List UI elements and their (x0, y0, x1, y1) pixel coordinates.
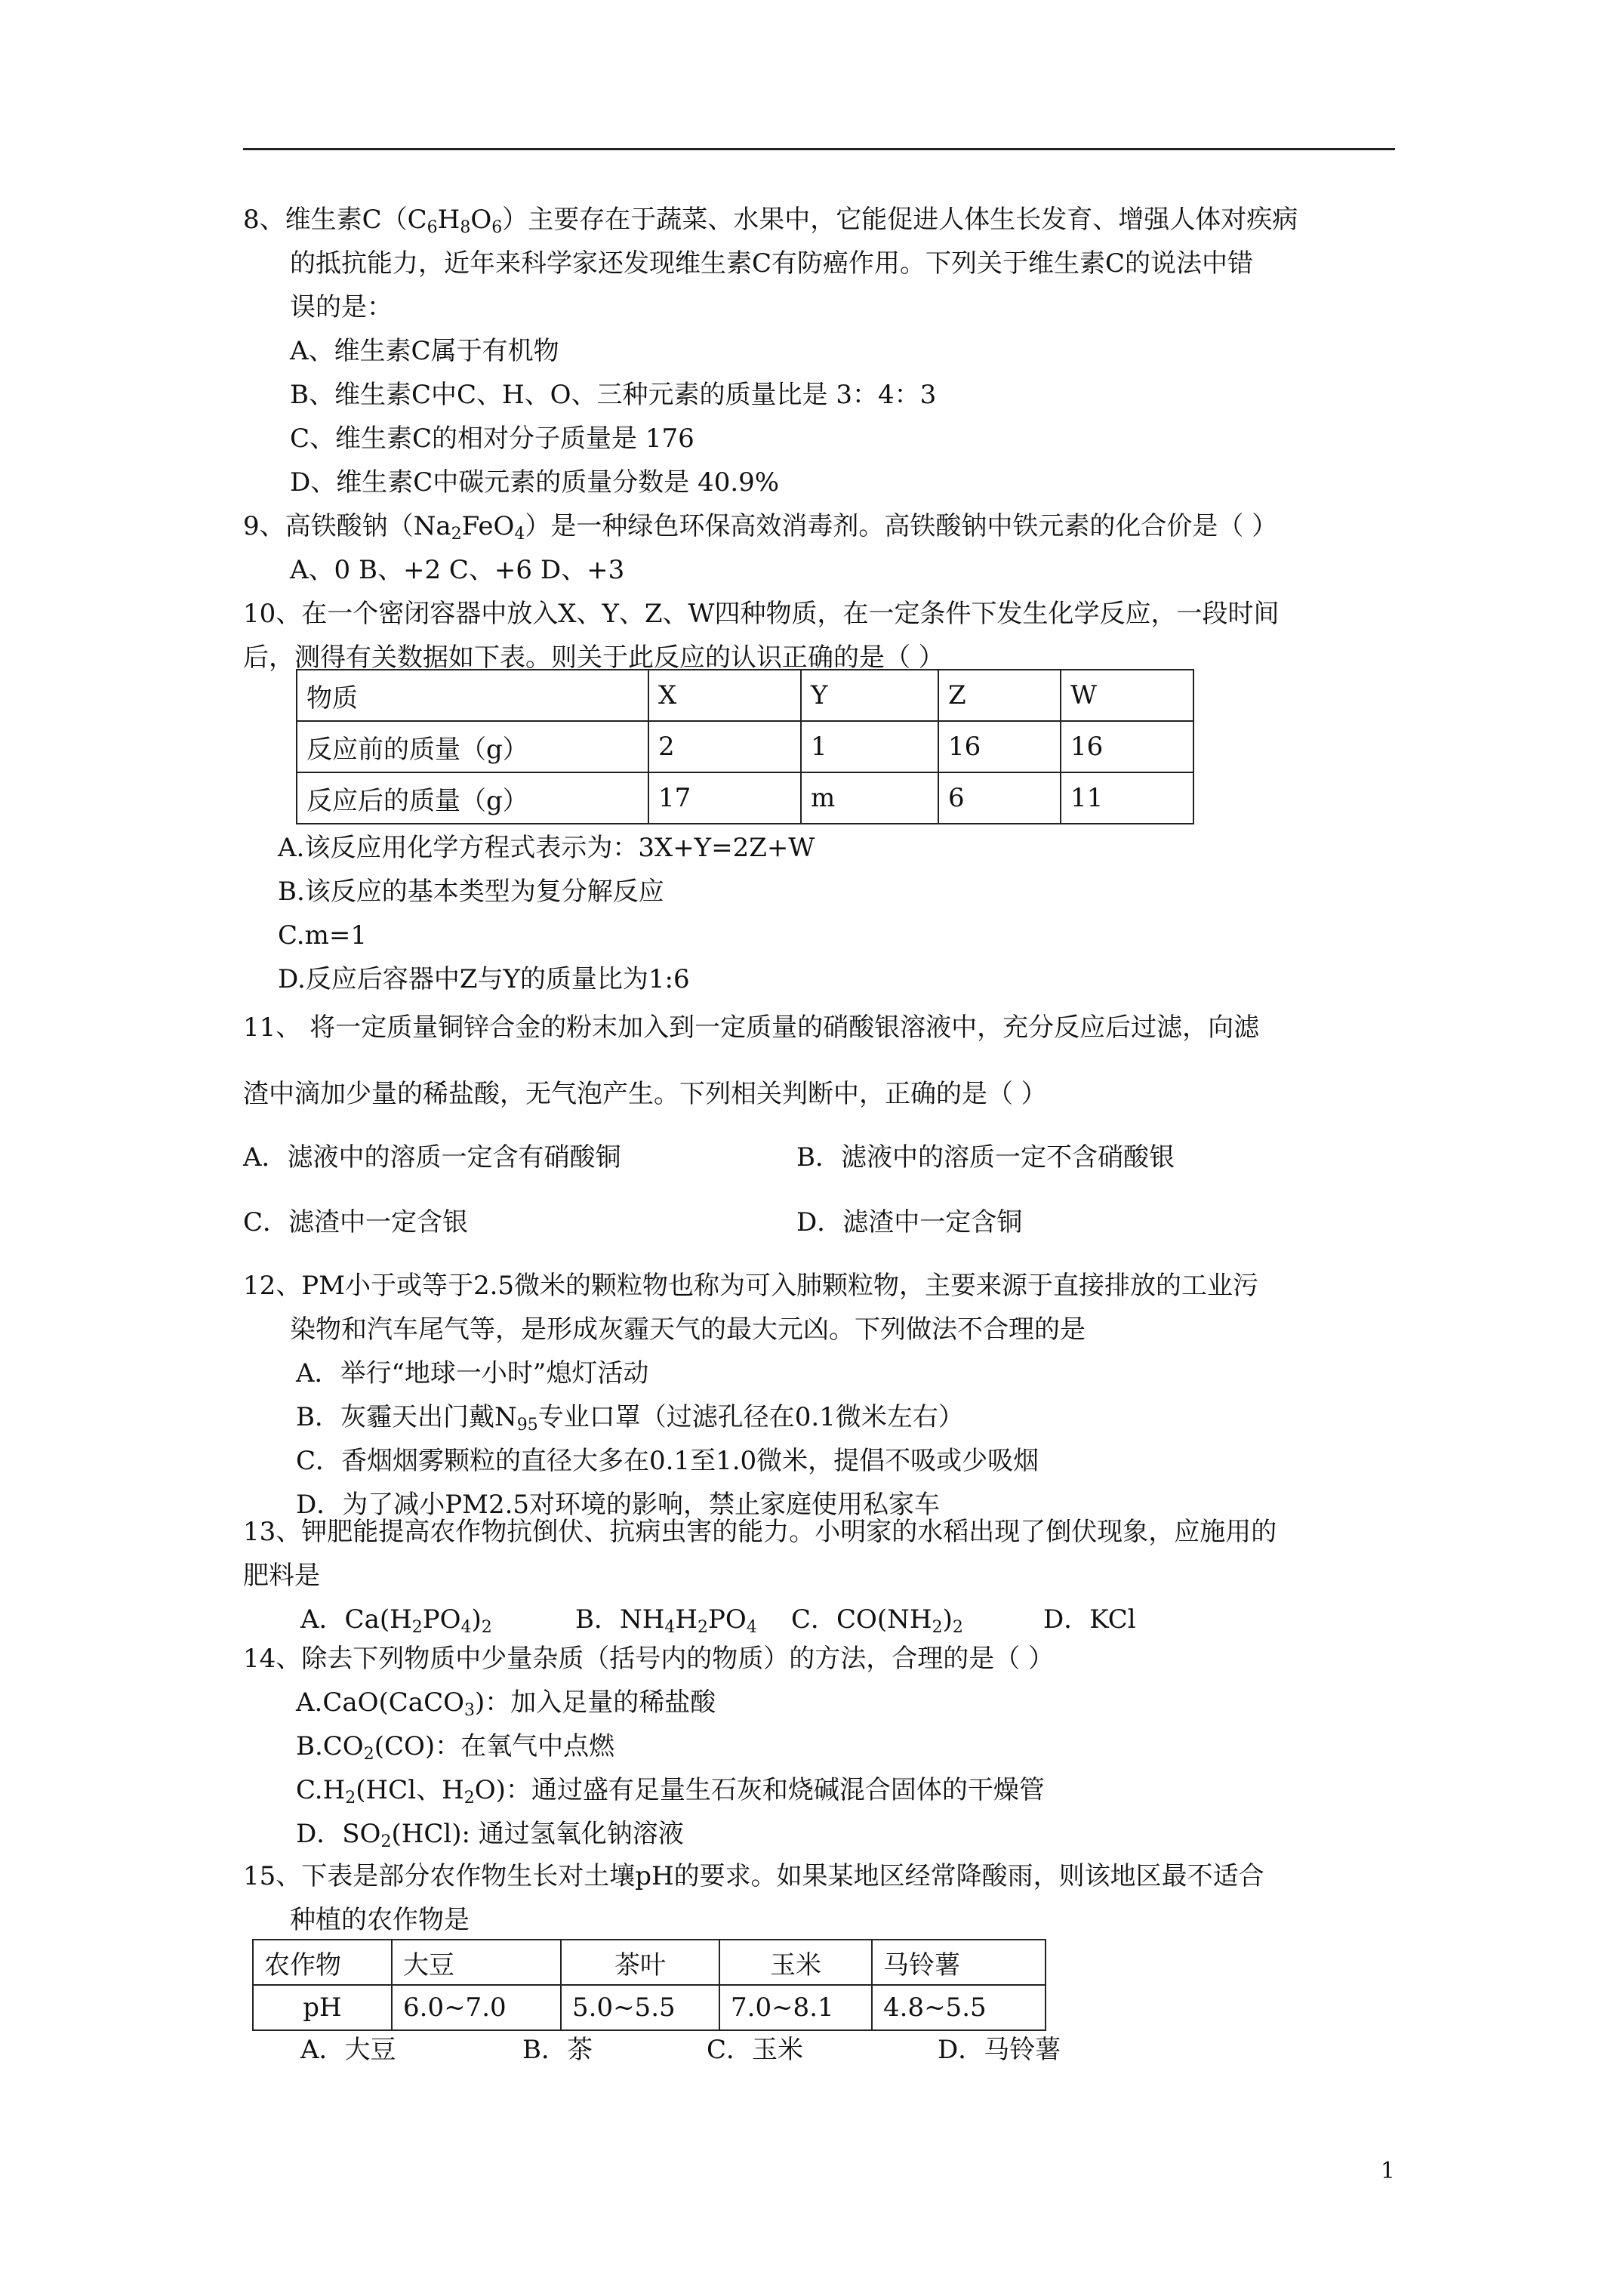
table-cell: Z (938, 670, 1061, 721)
q10-option-a: A.该反应用化学方程式表示为：3X+Y=2Z+W (278, 833, 815, 863)
q14-option-a: A.CaO(CaCO$_3$)：加入足量的稀盐酸 (296, 1687, 716, 1720)
q15-option-c: C．玉米 (707, 2035, 804, 2065)
q11-row-2 (243, 1200, 1398, 1244)
q8-line-2: 的抵抗能力，近年来科学家还发现维生素C有防癌作用。下列关于维生素C的说法中错 (290, 248, 1254, 279)
q9-line-1: 9、高铁酸钠$(Na_2FeO_4)$是一种绿色环保高效消毒剂。高铁酸钠中铁元素的化合价是（ ） (243, 511, 1278, 544)
q12-option-c: C．香烟烟雾颗粒的直径大多在0.1至1.0微米，提倡不吸或少吸烟 (296, 1446, 1039, 1476)
q14-option-c: $C.H_2(HCl$、$H_2O$)：通过盛有足量生石灰和烧碱混合固体的干燥管 (296, 1775, 1045, 1808)
q15-option-d: D．马铃薯 (938, 2035, 1061, 2065)
q11-options-row-2 (243, 1200, 1398, 1244)
q15-line-2: 种植的农作物是 (290, 1905, 470, 1935)
q8-line-1: 8、维生素$C(C_6H_8O_6)$主要存在于蔬菜、水果中，它能促进人体生长发育、增强人体对疾病 (243, 205, 1298, 237)
q13-options (243, 1598, 1398, 1641)
q12-option-d: D．为了减小PM2.5对环境的影响，禁止家庭使用私家车 (296, 1490, 941, 1520)
q10-line-2: 后，测得有关数据如下表。则关于此反应的认识正确的是（ ） (243, 643, 944, 673)
q12-line-2: 染物和汽车尾气等，是形成灰霾天气的最大元凶。下列做法不合理的是 (290, 1314, 1086, 1345)
q10-options (243, 826, 1398, 1001)
question-11 (243, 1006, 1398, 1049)
q14-option-b: $B.CO_2(CO)$：在氧气中点燃 (296, 1731, 615, 1764)
table-cell: 物质 (297, 670, 648, 721)
table-cell: 2 (648, 721, 801, 772)
table-row (297, 670, 1193, 721)
table-cell: 6 (938, 772, 1061, 824)
q8-option-d: D、维生素C中碳元素的质量分数是 40.9% (290, 467, 780, 498)
q15-line-1: 15、下表是部分农作物生长对土壤pH的要求。如果某地区经常降酸雨，则该地区最不适合 (243, 1861, 1264, 1891)
header-rule (243, 148, 1395, 150)
q11-option-a: A．滤液中的溶质一定含有硝酸铜 (243, 1142, 621, 1173)
table-cell: 玉米 (719, 1940, 872, 1985)
question-15 (243, 1854, 1398, 1942)
table-cell: m (801, 772, 938, 824)
table-row (253, 1940, 1046, 1985)
table-row (253, 1985, 1046, 2030)
q11-line-2-wrap (243, 1072, 1398, 1116)
q13-line-1: 13、钾肥能提高农作物抗倒伏、抗病虫害的能力。小明家的水稻出现了倒伏现象，应施用的 (243, 1517, 1277, 1547)
table-cell: 16 (938, 721, 1061, 772)
table-cell: pH (253, 1985, 392, 2030)
question-8 (243, 198, 1398, 504)
q10-option-b: B.该反应的基本类型为复分解反应 (278, 877, 664, 907)
q13-line-2: 肥料是 (243, 1561, 320, 1591)
q15-options-row (243, 2028, 1398, 2072)
q8-line-3: 误的是： (290, 292, 393, 322)
q14-option-d: D．$SO_2(HCl)$: 通过氢氧化钠溶液 (296, 1819, 684, 1851)
q13-option-d: D．KCl (1043, 1604, 1136, 1635)
q10-line-1: 10、在一个密闭容器中放入X、Y、Z、W四种物质，在一定条件下发生化学反应，一段时间 (243, 599, 1280, 629)
q10-option-c: C.m=1 (278, 920, 367, 951)
q14-line-1: 14、除去下列物质中少量杂质（括号内的物质）的方法，合理的是（ ） (243, 1644, 1055, 1674)
q15-option-a: A．大豆 (300, 2035, 396, 2065)
question-10 (243, 592, 1398, 680)
table-cell: 反应后的质量（g） (297, 772, 648, 824)
q13-option-c: C．$CO(NH_2)_2$ (791, 1604, 963, 1637)
q9-options: A、0 B、+2 C、+6 D、+3 (290, 555, 625, 585)
table-cell: 大豆 (392, 1940, 561, 1985)
q12-option-a: A．举行“地球一小时”熄灯活动 (296, 1358, 649, 1388)
table-row (297, 772, 1193, 824)
table-cell: 农作物 (253, 1940, 392, 1985)
table-cell: Y (801, 670, 938, 721)
q11-options-row-1 (243, 1136, 1398, 1179)
table-cell: 6.0~7.0 (392, 1985, 561, 2030)
q13-option-b: B．$NH_4H_2PO_4$ (575, 1604, 757, 1637)
table-cell: 5.0~5.5 (561, 1985, 719, 2030)
q13-option-a: A．$Ca(H_2PO_4)_2$ (300, 1604, 492, 1637)
question-9 (243, 504, 1398, 592)
table-cell: 茶叶 (561, 1940, 719, 1985)
table-cell: 4.8~5.5 (872, 1985, 1046, 2030)
q11-row-1 (243, 1136, 1398, 1179)
q12-option-b: B．灰霾天出门戴$N_{95}$专业口罩（过滤孔径在0.1微米左右） (296, 1402, 964, 1435)
q11-option-c: C．滤渣中一定含银 (243, 1207, 469, 1237)
table-cell: 反应前的质量（g） (297, 721, 648, 772)
table-cell: 11 (1061, 772, 1193, 824)
q10-data-table (296, 669, 1194, 824)
q10-option-d: D.反应后容器中Z与Y的质量比为1:6 (278, 964, 690, 994)
q11-line-1: 11、 将一定质量铜锌合金的粉末加入到一定质量的硝酸银溶液中，充分反应后过滤，向滤 (243, 1012, 1260, 1043)
table-cell: 马铃薯 (872, 1940, 1046, 1985)
table-cell: 16 (1061, 721, 1193, 772)
q8-option-c: C、维生素C的相对分子质量是 176 (290, 424, 694, 454)
table-cell: 1 (801, 721, 938, 772)
table-cell: W (1061, 670, 1193, 721)
question-13 (243, 1510, 1398, 1641)
q11-option-d: D．滤渣中一定含铜 (796, 1207, 1023, 1237)
table-row (297, 721, 1193, 772)
table-cell: X (648, 670, 801, 721)
q8-option-a: A、维生素C属于有机物 (290, 336, 559, 366)
page-number: 1 (1380, 2158, 1395, 2184)
q15-options (243, 2028, 1398, 2072)
q8-option-b: B、维生素C中C、H、O、三种元素的质量比是 3：4：3 (290, 380, 937, 410)
q11-option-b: B．滤液中的溶质一定不含硝酸银 (796, 1142, 1175, 1173)
question-14 (243, 1637, 1398, 1856)
q15-option-b: B．茶 (522, 2035, 593, 2065)
table-cell: 17 (648, 772, 801, 824)
table-cell: 7.0~8.1 (719, 1985, 872, 2030)
q12-line-1: 12、PM小于或等于2.5微米的颗粒物也称为可入肺颗粒物，主要来源于直接排放的工业污 (243, 1271, 1259, 1301)
q11-line-2: 渣中滴加少量的稀盐酸，无气泡产生。下列相关判断中，正确的是（ ） (243, 1079, 1047, 1109)
question-12 (243, 1264, 1398, 1527)
q15-ph-table (252, 1939, 1046, 2031)
